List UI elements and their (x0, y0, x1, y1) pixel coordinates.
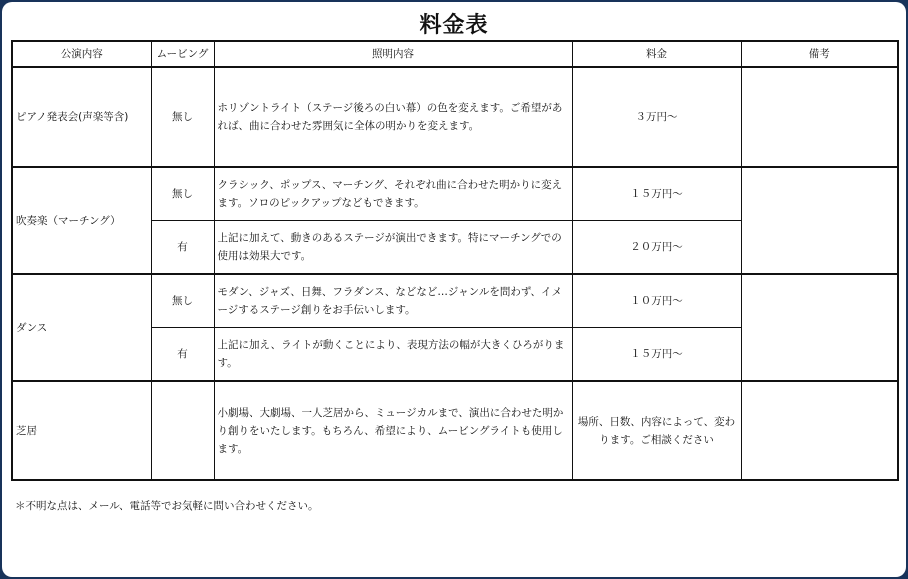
performance-cell: ダンス (12, 274, 151, 381)
header-price: 料金 (572, 41, 741, 67)
remarks-cell (741, 67, 898, 167)
footnote: ＊不明な点は、メール、電話等でお気軽に問い合わせください。 (15, 500, 319, 512)
performance-cell: 芝居 (12, 381, 151, 480)
page-title: 料金表 (419, 13, 489, 38)
table-row (12, 274, 898, 328)
moving-cell: 無し (151, 67, 214, 167)
document-page (2, 2, 906, 577)
price-cell: １５万円～ (572, 167, 741, 221)
performance-cell: ピアノ発表会(声楽等含) (12, 67, 151, 167)
lighting-cell: ホリゾントライト（ステージ後ろの白い幕）の色を変えます。ご希望があれば、曲に合わせた雰囲気に全体の明かりを変えます。 (214, 67, 572, 167)
price-table (11, 40, 899, 481)
price-cell: 場所、日数、内容によって、変わります。ご相談ください (572, 381, 741, 480)
lighting-cell: モダン、ジャズ、日舞、フラダンス、などなど…ジャンルを問わず、イメージするステージ創りをお手伝いします。 (214, 274, 572, 328)
price-cell: １５万円～ (572, 328, 741, 382)
lighting-cell: 上記に加え、ライトが動くことにより、表現方法の幅が大きくひろがります。 (214, 328, 572, 382)
header-remarks: 備考 (741, 41, 898, 67)
moving-cell: 無し (151, 167, 214, 221)
price-cell: １０万円～ (572, 274, 741, 328)
table-row (12, 167, 898, 221)
header-lighting: 照明内容 (214, 41, 572, 67)
price-cell: ３万円～ (572, 67, 741, 167)
remarks-cell (741, 381, 898, 480)
moving-cell: 無し (151, 274, 214, 328)
remarks-cell (741, 167, 898, 274)
moving-cell: 有 (151, 328, 214, 382)
header-row (12, 41, 898, 67)
moving-cell: 有 (151, 221, 214, 275)
lighting-cell: クラシック、ポップス、マーチング、それぞれ曲に合わせた明かりに変えます。ソロのピックアップなどもできます。 (214, 167, 572, 221)
moving-cell (151, 381, 214, 480)
lighting-cell: 上記に加えて、動きのあるステージが演出できます。特にマーチングでの使用は効果大です。 (214, 221, 572, 275)
table-row (12, 67, 898, 167)
price-cell: ２０万円～ (572, 221, 741, 275)
lighting-cell: 小劇場、大劇場、一人芝居から、ミュージカルまで、演出に合わせた明かり創りをいたします。もちろん、希望により、ムービングライトも使用します。 (214, 381, 572, 480)
performance-cell: 吹奏楽（マーチング） (12, 167, 151, 274)
header-moving: ムービング (151, 41, 214, 67)
table-row (12, 381, 898, 480)
header-performance: 公演内容 (12, 41, 151, 67)
remarks-cell (741, 274, 898, 381)
